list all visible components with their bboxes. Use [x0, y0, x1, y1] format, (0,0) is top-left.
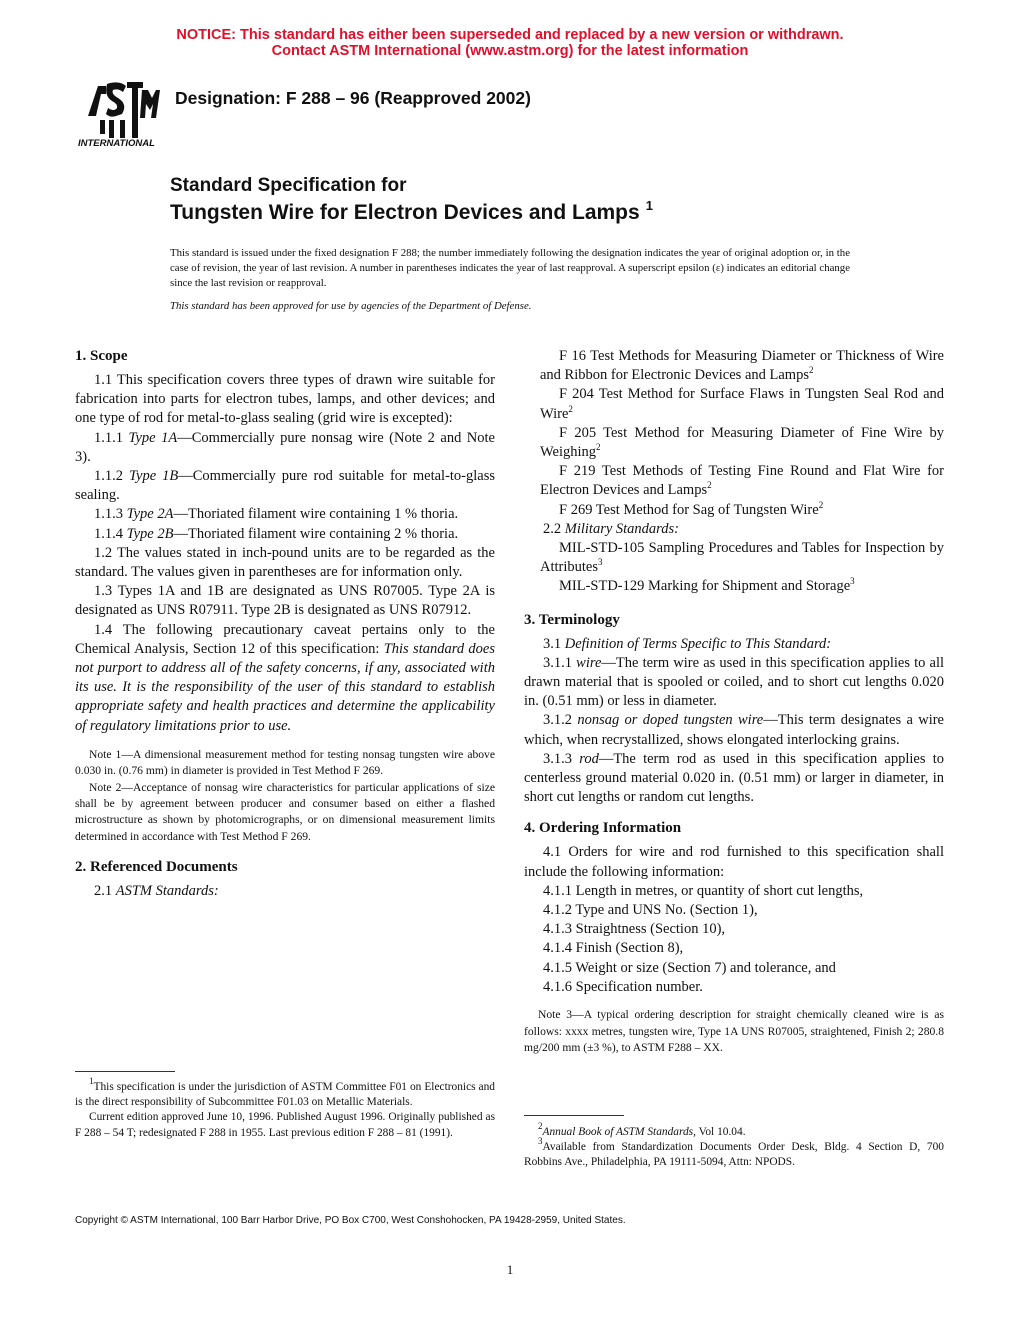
note-2: Note 2—Acceptance of nonsag wire characteristics for particular applications of size shall be by agreement between producer and consumer based on either a flashed microstructure as shown by photomicrographs, or on dimensional measurement limits determined in accordance with Test Method F 269.	[75, 780, 495, 843]
note-1: Note 1—A dimensional measurement method for testing nonsag tungsten wire above 0.030 in. (0.76 mm) in diameter is provided in Test Method F 269.	[75, 747, 495, 778]
footnote-1: $^1$This specification is under the jurisdiction of ASTM Committee F01 on Electronics and is the direct responsibility of Subcommittee F01.03 on Metallic Materials.	[75, 1076, 495, 1109]
logo-subtext: INTERNATIONAL	[78, 138, 155, 149]
defense-approval: This standard has been approved for use by agencies of the Department of Defense.	[170, 300, 532, 312]
notice-line-2: Contact ASTM International (www.astm.org) for the latest information	[271, 43, 749, 59]
footnote-2: $^2$Annual Book of ASTM Standards, Vol 10.04.	[538, 1121, 746, 1138]
footnote-rule-left	[75, 1071, 175, 1072]
left-column	[75, 347, 495, 902]
para-1-3: 1.3 Types 1A and 1B are designated as UNS R07005. Type 2A is designated as UNS R07911. Type 2B is designated as UNS R07912.	[75, 583, 495, 619]
footnote-1-edition: Current edition approved June 10, 1996. Published August 1996. Originally published as F 288 – 54 T; redesignated F 288 in 1955. Last previous edition F 288 – 81 (1991).	[75, 1111, 495, 1139]
order-item-4: 4.1.4 Finish (Section 8),	[543, 940, 684, 957]
order-item-6: 4.1.6 Specification number.	[543, 978, 703, 995]
para-1-1-1: 1.1.1 Type 1A—Commercially pure nonsag wire (Note 2 and Note 3).	[75, 429, 495, 465]
footnote-rule-right	[524, 1115, 624, 1116]
order-item-1: 4.1.1 Length in metres, or quantity of short cut lengths,	[543, 882, 864, 899]
reference-mil-std-105: MIL-STD-105 Sampling Procedures and Tables for Inspection by Attributes$^3$	[540, 540, 944, 576]
reference-f269: F 269 Test Method for Sag of Tungsten Wire$^2$	[559, 499, 824, 518]
section-3-heading: 3. Terminology	[524, 611, 620, 628]
para-1-2: 1.2 The values stated in inch-pound units are to be regarded as the standard. The values given in parentheses are for information only.	[75, 544, 495, 581]
order-item-3: 4.1.3 Straightness (Section 10),	[543, 921, 726, 938]
astm-logo	[76, 76, 160, 150]
para-3-1-1: 3.1.1 wire—The term wire as used in this specification applies to all drawn material that is spooled or coiled, and to short cut lengths 0.020 in. (0.51 mm) or less in diameter.	[524, 654, 945, 710]
note-3: Note 3—A typical ordering description for straight chemically cleaned wire is as follows: xxxx metres, tungsten wire, Type 1A UNS R07005, straightened, Finish 2; 280.8 mg/200 mm (±3 %), to ASTM F288 – XX.	[524, 1008, 944, 1054]
para-3-1: 3.1 Definition of Terms Specific to This Standard:	[543, 635, 832, 652]
designation: Designation: F 288 – 96 (Reapproved 2002)	[175, 88, 531, 108]
reference-f219: F 219 Test Methods of Testing Fine Round and Flat Wire for Electron Devices and Lamps$^2$	[540, 463, 944, 499]
reference-f204: F 204 Test Method for Surface Flaws in Tungsten Seal Rod and Wire$^2$	[540, 386, 944, 422]
order-item-5: 4.1.5 Weight or size (Section 7) and tolerance, and	[543, 959, 836, 976]
footnotes-right	[524, 1121, 944, 1171]
withdrawal-notice	[0, 27, 1020, 59]
para-1-4: 1.4 The following precautionary caveat pertains only to the Chemical Analysis, Section 12 of this specification: This standard does not purport to address all of the safety concerns, if any, associated with its use. It is the responsibility of the user of this standard to establish appropriate safety and health practices and determine the applicability of regulatory limitations prior to use.	[75, 621, 496, 734]
section-4-heading: 4. Ordering Information	[524, 820, 682, 837]
section-2-heading: 2. Referenced Documents	[75, 859, 238, 876]
page-number: 1	[506, 1262, 514, 1277]
section-1-heading: 1. Scope	[75, 348, 128, 364]
copyright-line: Copyright © ASTM International, 100 Barr Harbor Drive, PO Box C700, West Conshohocken, PA 19428-2959, United States.	[75, 1215, 626, 1226]
footnote-3: $^3$Available from Standardization Documents Order Desk, Bldg. 4 Section D, 700 Robbins Ave., Philadelphia, PA 19111-5094, Attn: NPODS.	[524, 1136, 944, 1169]
para-1-1-3: 1.1.3 Type 2A—Thoriated filament wire containing 1 % thoria.	[94, 506, 459, 523]
title-footnote-mark: 1	[645, 198, 653, 213]
title-text: Tungsten Wire for Electron Devices and Lamps	[170, 201, 640, 224]
para-1-1-4: 1.1.4 Type 2B—Thoriated filament wire containing 2 % thoria.	[94, 525, 459, 542]
para-1-1: 1.1 This specification covers three types of drawn wire suitable for fabrication into parts for electron tubes, lamps, and other devices; and one type of rod for metal-to-glass sealing (grid wire is excepted):	[75, 372, 495, 427]
para-1-1-2: 1.1.2 Type 1B—Commercially pure rod suitable for metal-to-glass sealing.	[75, 468, 495, 504]
title-line-2	[170, 198, 653, 225]
reference-f205: F 205 Test Method for Measuring Diameter of Fine Wire by Weighing$^2$	[540, 424, 944, 461]
para-3-1-3: 3.1.3 rod—The term rod as used in this specification applies to centerless ground material 0.020 in. (0.51 mm) or larger in diameter, in short cut lengths or random cut lengths.	[524, 750, 944, 806]
notice-line-1: NOTICE: This standard has either been superseded and replaced by a new version or withdrawn.	[176, 27, 844, 43]
title-line-1: Standard Specification for	[170, 175, 407, 196]
reference-mil-std-129: MIL-STD-129 Marking for Shipment and Storage$^3$	[559, 576, 855, 595]
intro-paragraph: This standard is issued under the fixed designation F 288; the number immediately following the designation indicates the year of original adoption or, in the case of revision, the year of last revision. A number in parentheses indicates the year of last reapproval. A superscript epsilon (ε) indicates an editorial change since the last revision or reapproval.	[170, 247, 850, 289]
para-4-1: 4.1 Orders for wire and rod furnished to this specification shall include the following information:	[524, 844, 944, 880]
order-item-2: 4.1.2 Type and UNS No. (Section 1),	[543, 902, 758, 919]
para-2-1: 2.1 ASTM Standards:	[94, 883, 219, 900]
right-column	[524, 347, 944, 1056]
reference-f16: F 16 Test Methods for Measuring Diameter or Thickness of Wire and Ribbon for Electronic Devices and Lamps$^2$	[540, 348, 944, 384]
para-3-1-2: 3.1.2 nonsag or doped tungsten wire—This term designates a wire which, when recrystallized, shows elongated interlocking grains.	[524, 712, 944, 748]
astm-reference-list	[524, 347, 944, 520]
para-2-2: 2.2 Military Standards:	[543, 520, 680, 537]
footnotes-left	[75, 1076, 495, 1141]
